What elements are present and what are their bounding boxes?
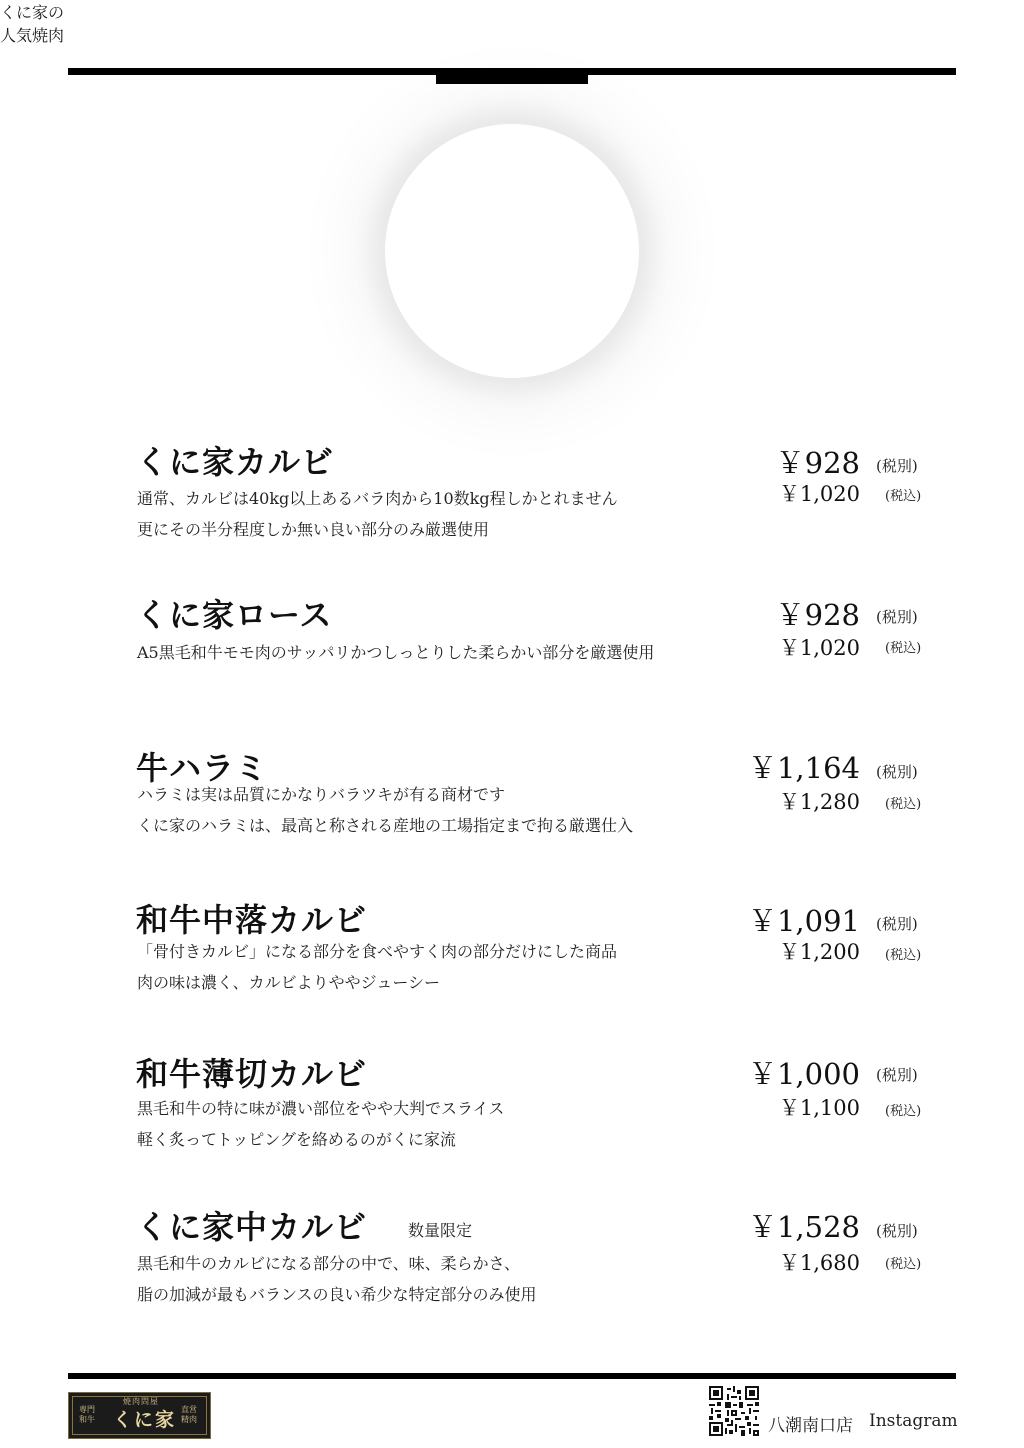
item-desc-1: 通常、カルビは40kg以上あるバラ肉から10数kg程しかとれません [137, 489, 618, 508]
price-excl-tax: ￥1,164 [747, 751, 860, 785]
tax-incl-label: (税込) [885, 948, 922, 963]
item-name: 牛ハラミ [136, 749, 269, 787]
brand-logo [68, 1392, 211, 1439]
tax-excl-label: (税別) [876, 915, 918, 933]
item-desc-2: 軽く炙ってトッピングを絡めるのがくに家流 [137, 1130, 456, 1149]
price-excl-tax: ￥1,528 [747, 1210, 860, 1244]
shop-name: 八潮南口店 [768, 1416, 853, 1436]
item-desc-2: 脂の加減が最もバランスの良い希少な特定部分のみ使用 [137, 1285, 537, 1304]
tax-incl-label: (税込) [885, 641, 922, 656]
tax-incl-label: (税込) [885, 797, 922, 812]
item-desc-2: くに家のハラミは、最高と称される産地の工場指定まで拘る厳選仕入 [137, 816, 634, 835]
price-excl-tax: ￥928 [775, 598, 860, 632]
price-incl-tax: ￥1,020 [778, 482, 860, 506]
price-incl-tax: ￥1,020 [778, 636, 860, 660]
tax-incl-label: (税込) [885, 1257, 922, 1272]
tax-excl-label: (税別) [876, 763, 918, 781]
item-name: くに家ロース [136, 596, 333, 634]
tax-incl-label: (税込) [885, 489, 922, 504]
bottom-rule [68, 1373, 956, 1379]
item-desc-2: 肉の味は濃く、カルビよりややジューシー [137, 973, 441, 992]
item-desc-1: 黒毛和牛のカルビになる部分の中で、味、柔らかさ、 [137, 1254, 521, 1273]
instagram-label[interactable]: Instagram [869, 1411, 958, 1431]
item-name: くに家中カルビ [136, 1208, 368, 1246]
price-excl-tax: ￥1,091 [747, 904, 860, 938]
limited-quantity-note: 数量限定 [408, 1221, 473, 1240]
logo-right-text: 直営 精肉 [181, 1405, 197, 1424]
badge-line-2: 人気焼肉 [0, 26, 65, 45]
logo-top-text: 焼肉問屋 [123, 1397, 159, 1406]
item-desc-1: 黒毛和牛の特に味が濃い部位をやや大判でスライス [137, 1099, 505, 1118]
title-badge [385, 124, 639, 378]
badge-line-1: くに家の [0, 3, 65, 22]
item-name: 和牛中落カルビ [136, 901, 368, 939]
top-rule [68, 68, 956, 75]
tax-excl-label: (税別) [876, 1222, 918, 1240]
price-incl-tax: ￥1,280 [778, 790, 860, 814]
item-desc-1: 「骨付きカルビ」になる部分を食べやすく肉の部分だけにした商品 [137, 942, 618, 961]
item-desc-2: 更にその半分程度しか無い良い部分のみ厳選使用 [137, 520, 490, 539]
price-incl-tax: ￥1,680 [778, 1251, 860, 1275]
price-excl-tax: ￥1,000 [747, 1057, 860, 1091]
item-name: 和牛薄切カルビ [136, 1055, 368, 1093]
qr-code-icon[interactable] [709, 1386, 759, 1436]
top-tab [436, 75, 588, 84]
tax-excl-label: (税別) [876, 608, 918, 626]
tax-excl-label: (税別) [876, 457, 918, 475]
title-badge-text [0, 0, 64, 46]
item-name: くに家カルビ [136, 443, 335, 481]
item-desc-1: ハラミは実は品質にかなりバラツキが有る商材です [137, 785, 506, 804]
item-desc-1: A5黒毛和牛モモ肉のサッパリかつしっとりした柔らかい部分を厳選使用 [137, 643, 655, 662]
price-incl-tax: ￥1,200 [778, 940, 860, 964]
tax-incl-label: (税込) [885, 1104, 922, 1119]
tax-excl-label: (税別) [876, 1066, 918, 1084]
logo-name: くに家 [113, 1409, 177, 1431]
price-excl-tax: ￥928 [775, 446, 860, 480]
logo-left-text: 専門 和牛 [79, 1405, 95, 1424]
price-incl-tax: ￥1,100 [778, 1096, 860, 1120]
